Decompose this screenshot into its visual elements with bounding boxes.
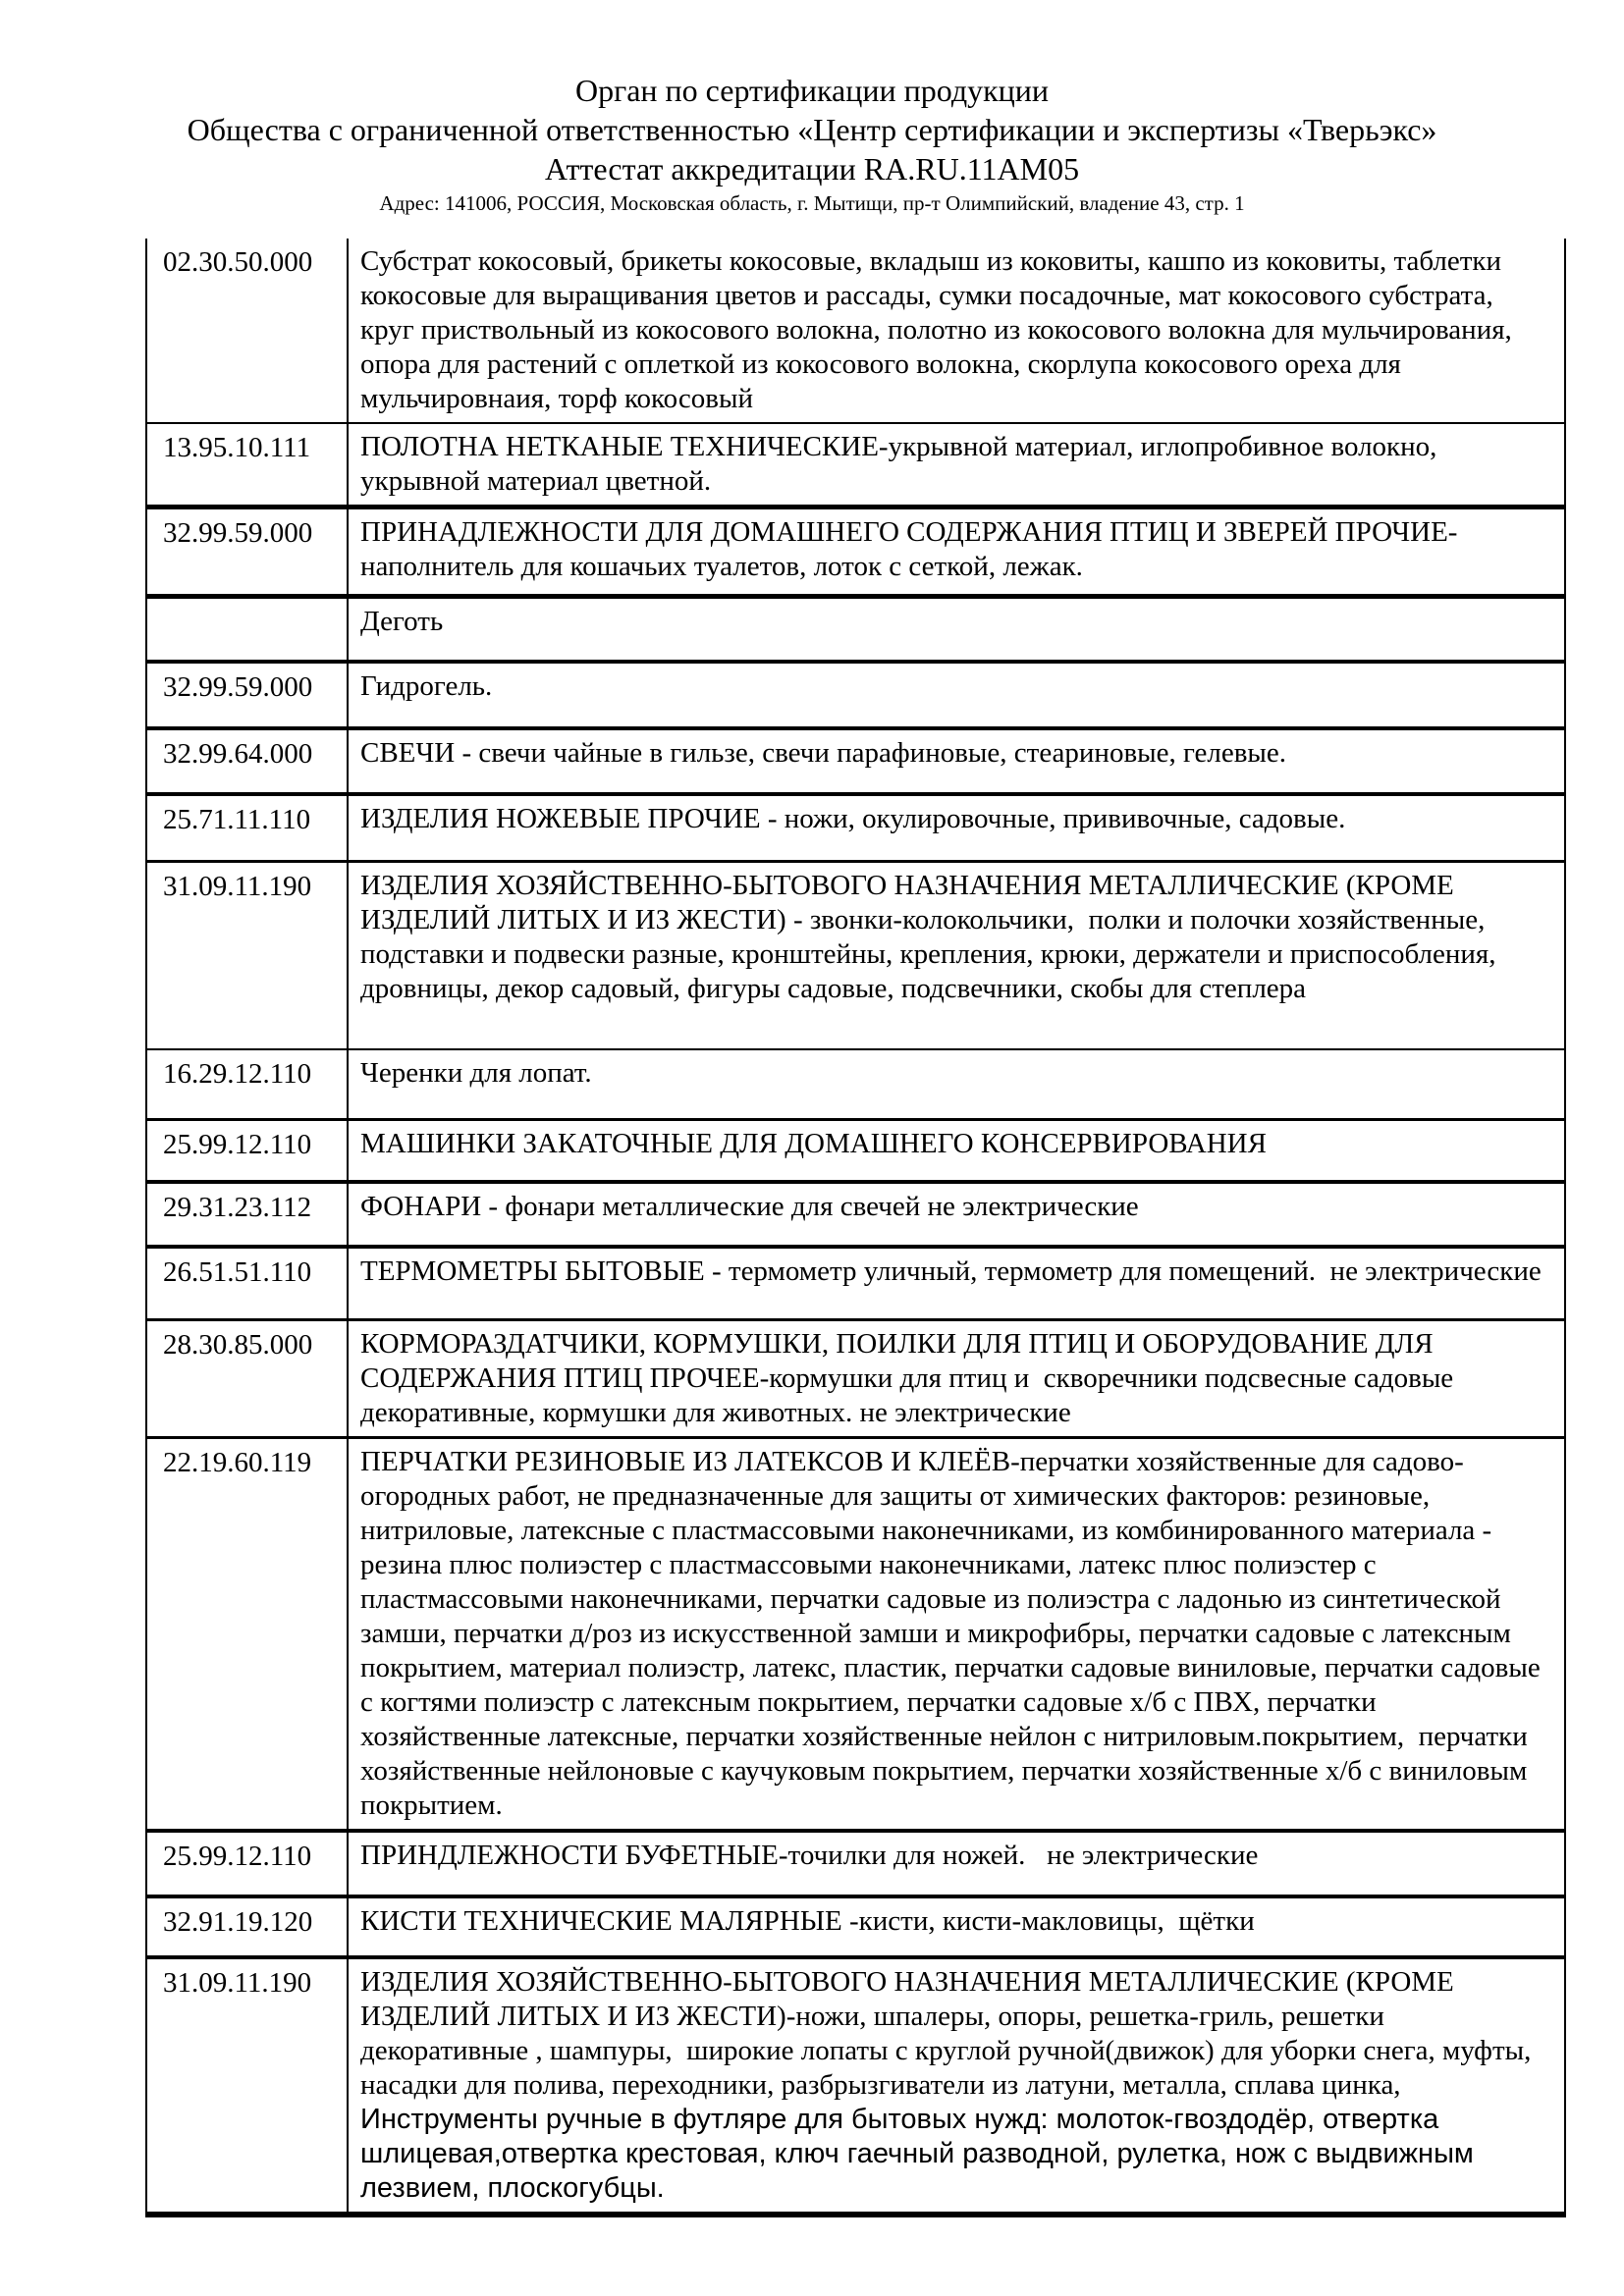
product-code-cell: 25.99.12.110 (147, 1121, 349, 1180)
product-description-cell (349, 1184, 1564, 1245)
product-description-text: КОРМОРАЗДАТЧИКИ, КОРМУШКИ, ПОИЛКИ ДЛЯ ПТИЦ И ОБОРУДОВАНИЕ ДЛЯ СОДЕРЖАНИЯ ПТИЦ ПРОЧЕЕ-кормушки для птиц и скворечники подсвесные садовые декоративные, кормушки для животных. не электрические (360, 1328, 1461, 1428)
table-row (147, 1048, 1564, 1118)
product-description-text: ТЕРМОМЕТРЫ БЫТОВЫЕ - термометр уличный, термометр для помещений. не электрические (360, 1255, 1542, 1287)
product-description-text: МАШИНКИ ЗАКАТОЧНЫЕ ДЛЯ ДОМАШНЕГО КОНСЕРВИРОВАНИЯ (360, 1128, 1267, 1159)
product-code-cell: 32.99.59.000 (147, 509, 349, 594)
product-code-cell: 32.99.64.000 (147, 730, 349, 792)
product-description-text: ПРИНДЛЕЖНОСТИ БУФЕТНЫЕ-точилки для ножей. не электрические (360, 1840, 1259, 1871)
product-description-text: Гидрогель. (360, 670, 493, 702)
table-row (147, 1180, 1564, 1245)
table-row (147, 1318, 1564, 1436)
product-code-cell (147, 599, 349, 660)
table-row (147, 1436, 1564, 1829)
product-description-cell (349, 1439, 1564, 1829)
product-description-text: КИСТИ ТЕХНИЧЕСКИЕ МАЛЯРНЫЕ -кисти, кисти-макловицы, щётки (360, 1905, 1255, 1937)
product-description-text: ИЗДЕЛИЯ ХОЗЯЙСТВЕННО-БЫТОВОГО НАЗНАЧЕНИЯ МЕТАЛЛИЧЕСКИЕ (КРОМЕ ИЗДЕЛИЙ ЛИТЫХ И ИЗ ЖЕСТИ)-ножи, шпалеры, опоры, решетка-гриль, решетки декоративные , шампуры, широкие лопаты с круглой ручной(движок) для уборки снега, муфты, насадки для полива, переходники, разбрызгиватели из латуни, металла, сплава цинка, (360, 1966, 1539, 2101)
table-row (147, 792, 1564, 860)
table-row (147, 1955, 1564, 2212)
table-row (147, 1895, 1564, 1955)
product-code-cell: 29.31.23.112 (147, 1184, 349, 1245)
table-row (147, 422, 1564, 505)
product-code-cell: 28.30.85.000 (147, 1321, 349, 1436)
product-code-cell: 26.51.51.110 (147, 1249, 349, 1318)
product-description-cell (349, 599, 1564, 660)
product-description-cell (349, 1898, 1564, 1955)
product-description-text-sans: Инструменты ручные в футляре для бытовых нужд: молоток-гвоздодёр, отвертка шлицевая,отвертка крестовая, ключ гаечный разводной, рулетка, нож с выдвижным лезвием, плоскогубцы. (360, 2104, 1482, 2204)
product-description-cell (349, 730, 1564, 792)
product-description-text: СВЕЧИ - свечи чайные в гильзе, свечи парафиновые, стеариновые, гелевые. (360, 737, 1287, 769)
product-description-cell (349, 664, 1564, 726)
table-row (147, 1245, 1564, 1318)
product-description-text: Черенки для лопат. (360, 1057, 592, 1089)
product-description-cell (349, 796, 1564, 860)
table-row (147, 594, 1564, 660)
product-description-cell (349, 1833, 1564, 1895)
product-code-cell: 22.19.60.119 (147, 1439, 349, 1829)
table-row (147, 726, 1564, 792)
header-address: Адрес: 141006, РОССИЯ, Московская область, г. Мытищи, пр-т Олимпийский, владение 43, стр. 1 (379, 191, 1245, 215)
product-code-cell: 25.71.11.110 (147, 796, 349, 860)
product-code-cell: 02.30.50.000 (147, 239, 349, 422)
table-row (147, 239, 1564, 422)
product-description-text: ИЗДЕЛИЯ ХОЗЯЙСТВЕННО-БЫТОВОГО НАЗНАЧЕНИЯ МЕТАЛЛИЧЕСКИЕ (КРОМЕ ИЗДЕЛИЙ ЛИТЫХ И ИЗ ЖЕСТИ) - звонки-колокольчики, полки и полочки хозяйственные, подставки и подвески разные, кронштейны, крепления, крюки, держатели и приспособления, дровницы, декор садовый, фигуры садовые, подсвечники, скобы для степлера (360, 870, 1510, 1004)
product-description-text: ПЕРЧАТКИ РЕЗИНОВЫЕ ИЗ ЛАТЕКСОВ И КЛЕЁВ-перчатки хозяйственные для садово-огородных работ, не предназначенные для защиты от химических факторов: резиновые, нитриловые, латексные с пластмассовыми наконечниками, из комбинированного материала - резина плюс полиэстер с пластмассовыми наконечниками, латекс плюс полиэстер с пластмассовыми наконечниками, перчатки садовые из полиэстра с ладонью из синтетической замши, перчатки д/роз из искусственной замши и микрофибры, перчатки садовые с латексным покрытием, материал полиэстр, латекс, пластик, перчатки садовые виниловые, перчатки садовые с когтями полиэстр с латексным покрытием, перчатки садовые х/б с ПВХ, перчатки хозяйственные латексные, перчатки хозяйственные нейлон с нитриловым.покрытием, перчатки хозяйственные нейлоновые с каучуковым покрытием, перчатки хозяйственные х/б с виниловым покрытием. (360, 1446, 1547, 1821)
product-code-cell: 31.09.11.190 (147, 1959, 349, 2212)
product-description-text: ИЗДЕЛИЯ НОЖЕВЫЕ ПРОЧИЕ - ножи, окулировочные, прививочные, садовые. (360, 803, 1346, 834)
table-row (147, 860, 1564, 1048)
product-description-text: Субстрат кокосовый, брикеты кокосовые, вкладыш из коковиты, кашпо из коковиты, таблетки кокосовые для выращивания цветов и рассады, сумки посадочные, мат кокосового субстрата, круг приствольный из кокосового волокна, полотно из кокосового волокна для мульчирования, опора для растений с оплеткой из кокосового волокна, скорлупа кокосового ореха для мульчировнаия, торф кокосовый (360, 245, 1520, 414)
product-description-cell (349, 509, 1564, 594)
product-description-cell (349, 1321, 1564, 1436)
product-description-cell (349, 1249, 1564, 1318)
product-description-text: Деготь (360, 606, 444, 637)
product-code-cell: 16.29.12.110 (147, 1050, 349, 1118)
product-description-cell (349, 239, 1564, 422)
product-description-cell (349, 1050, 1564, 1118)
table-row (147, 1118, 1564, 1180)
product-description-cell (349, 1959, 1564, 2212)
product-code-cell: 13.95.10.111 (147, 424, 349, 505)
header-org-line-1: Орган по сертификации продукции (574, 73, 1050, 108)
table-row (147, 505, 1564, 594)
product-table (145, 239, 1566, 2217)
header-org-line-2: Общества с ограниченной ответственностью «Центр сертификации и экспертизы «Тверьэкс» (187, 112, 1437, 147)
product-description-text: ПОЛОТНА НЕТКАНЫЕ ТЕХНИЧЕСКИЕ-укрывной материал, иглопробивное волокно, укрывной материал цветной. (360, 431, 1444, 497)
product-description-text: ФОНАРИ - фонари металлические для свечей не электрические (360, 1191, 1139, 1222)
table-row (147, 660, 1564, 726)
product-code-cell: 31.09.11.190 (147, 863, 349, 1048)
header-accreditation-line: Аттестат аккредитации RA.RU.11АМ05 (544, 151, 1080, 187)
product-description-cell (349, 424, 1564, 505)
product-description-text: ПРИНАДЛЕЖНОСТИ ДЛЯ ДОМАШНЕГО СОДЕРЖАНИЯ ПТИЦ И ЗВЕРЕЙ ПРОЧИЕ-наполнитель для кошачьих туалетов, лоток с сеткой, лежак. (360, 516, 1458, 582)
product-description-cell (349, 1121, 1564, 1180)
product-description-cell (349, 863, 1564, 1048)
table-row (147, 1829, 1564, 1895)
certification-header (0, 0, 1624, 218)
product-code-cell: 32.91.19.120 (147, 1898, 349, 1955)
product-code-cell: 32.99.59.000 (147, 664, 349, 726)
product-code-cell: 25.99.12.110 (147, 1833, 349, 1895)
